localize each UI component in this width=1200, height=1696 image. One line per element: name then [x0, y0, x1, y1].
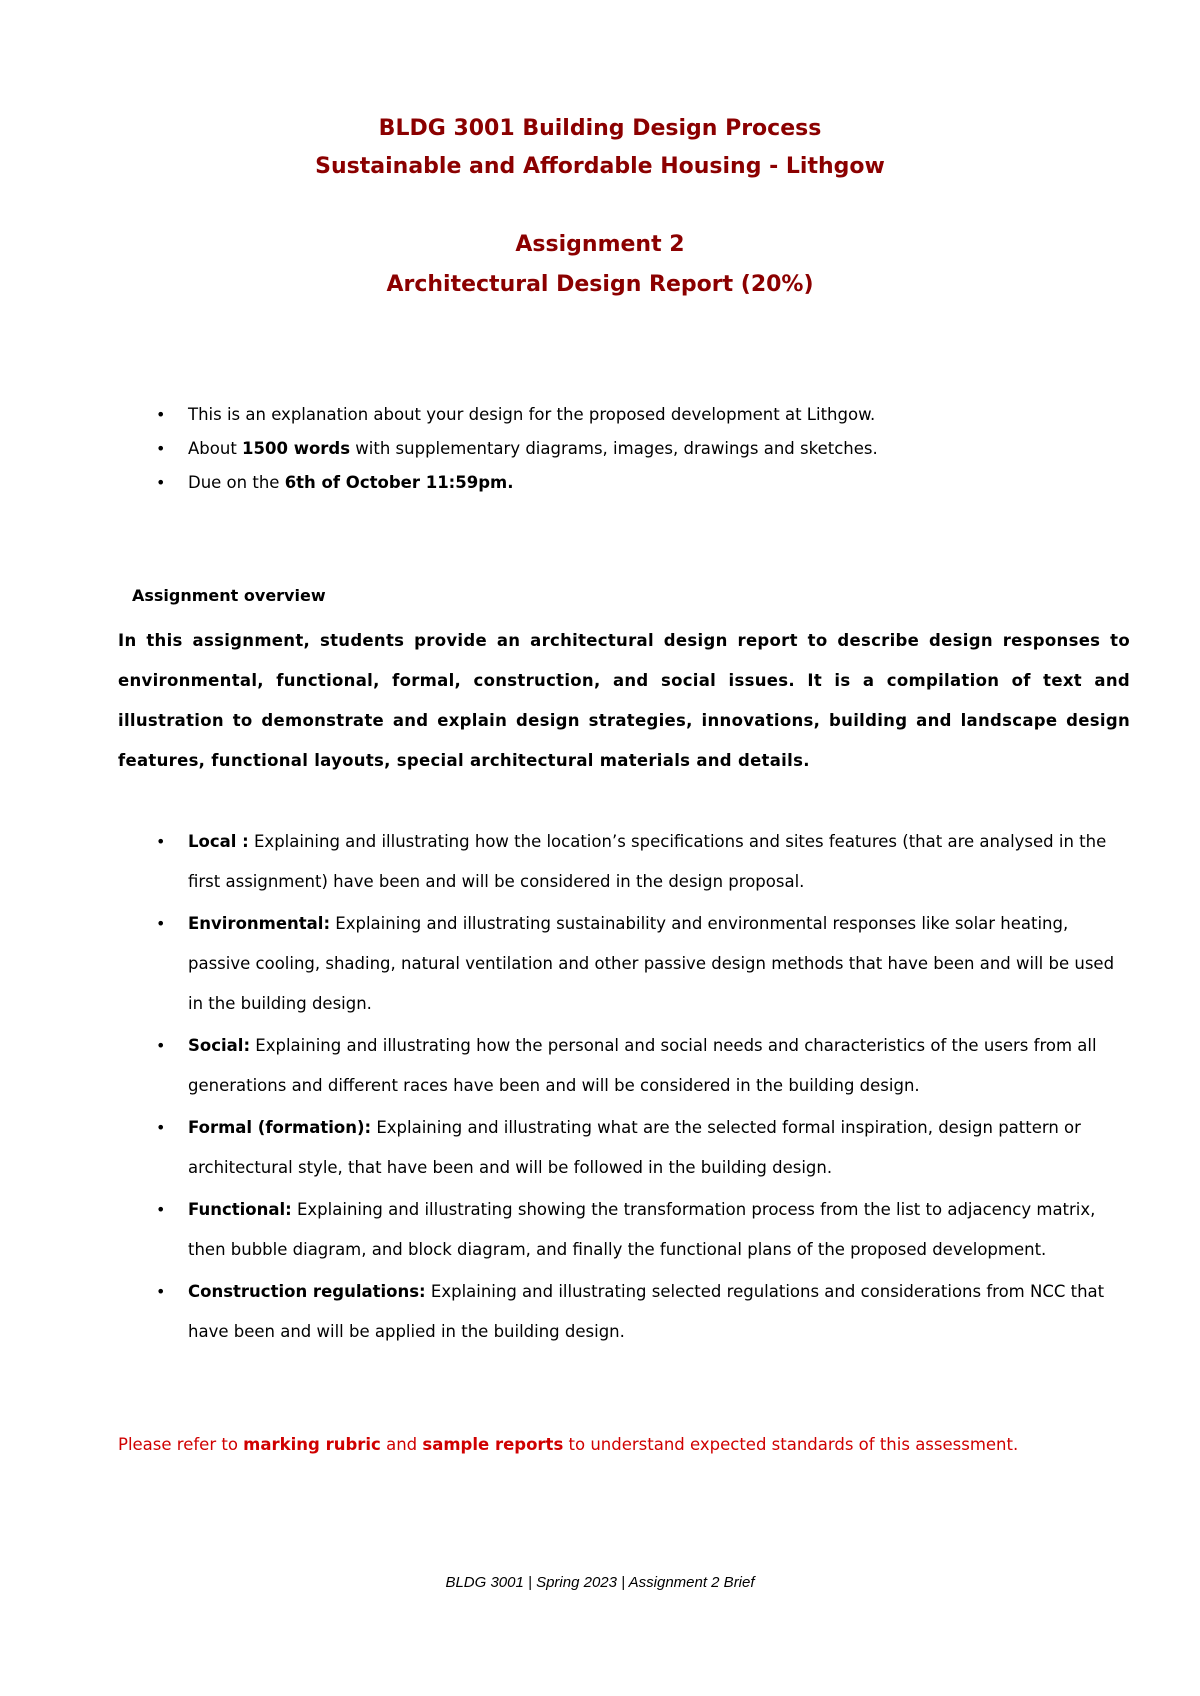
bullet-text: Explaining and illustrating sustainability and environmental responses like solar heating, passive cooling, shading, natural ventilation and other passive design methods that have been and will be used in the building design.	[188, 914, 1115, 1013]
marking-rubric-reference: marking rubric	[243, 1435, 381, 1454]
list-item	[156, 466, 1116, 500]
bullet-text: Explaining and illustrating how the location’s specifications and sites features (that are analysed in the first assignment) have been and will be considered in the design proposal.	[188, 832, 1107, 891]
overview-paragraph: In this assignment, students provide an architectural design report to describe design responses to environmental, functional, formal, construction, and social issues. It is a compilation of text and illustration to demonstrate and explain design strategies, innovations, building and landscape design features, functional layouts, special architectural materials and details.	[118, 631, 1130, 770]
list-item	[156, 904, 1126, 1024]
due-date: 6th of October 11:59pm.	[284, 473, 514, 492]
overview-heading: Assignment overview	[132, 586, 326, 605]
bullet-icon: •	[156, 439, 166, 458]
detail-bullet-list	[156, 822, 1126, 1354]
bullet-text: Explaining and illustrating what are the selected formal inspiration, design pattern or architectural style, that have been and will be followed in the building design.	[188, 1118, 1081, 1177]
bullet-text: Explaining and illustrating showing the transformation process from the list to adjacency matrix, then bubble diagram, and block diagram, and finally the functional plans of the proposed development.	[188, 1200, 1096, 1259]
list-item	[156, 822, 1126, 902]
intro-item-text: This is an explanation about your design for the proposed development at Lithgow.	[188, 405, 876, 424]
intro-item-text: Due on the	[188, 473, 285, 492]
bullet-label: Environmental:	[188, 914, 331, 933]
note-text: to understand expected standards of this assessment.	[563, 1435, 1019, 1454]
intro-bullet-list	[156, 398, 1116, 500]
bullet-icon: •	[156, 914, 166, 933]
bullet-icon: •	[156, 1282, 166, 1301]
bullet-label: Social:	[188, 1036, 251, 1055]
bullet-icon: •	[156, 473, 166, 492]
bullet-icon: •	[156, 1200, 166, 1219]
page-footer: BLDG 3001 | Spring 2023 | Assignment 2 Brief	[445, 1574, 755, 1591]
rubric-note	[118, 1430, 1118, 1460]
report-title: Architectural Design Report (20%)	[386, 272, 814, 297]
bullet-icon: •	[156, 405, 166, 424]
bullet-icon: •	[156, 1118, 166, 1137]
list-item	[156, 1026, 1126, 1106]
bullet-label: Local :	[188, 832, 249, 851]
intro-item-text: About	[188, 439, 243, 458]
list-item	[156, 1190, 1126, 1270]
word-count: 1500 words	[242, 439, 351, 458]
list-item	[156, 432, 1116, 466]
assignment-title: Assignment 2	[515, 232, 685, 257]
bullet-icon: •	[156, 1036, 166, 1055]
note-text: Please refer to	[118, 1435, 244, 1454]
bullet-text: Explaining and illustrating selected regulations and considerations from NCC that have been and will be applied in the building design.	[188, 1282, 1105, 1341]
note-text: and	[380, 1435, 423, 1454]
bullet-icon: •	[156, 832, 166, 851]
intro-item-text: with supplementary diagrams, images, drawings and sketches.	[350, 439, 878, 458]
sample-reports-reference: sample reports	[422, 1435, 564, 1454]
bullet-label: Construction regulations:	[188, 1282, 426, 1301]
bullet-label: Functional:	[188, 1200, 292, 1219]
list-item	[156, 1108, 1126, 1188]
project-title: Sustainable and Affordable Housing - Lithgow	[315, 154, 885, 179]
list-item	[156, 1272, 1126, 1352]
list-item	[156, 398, 1116, 432]
bullet-label: Formal (formation):	[188, 1118, 372, 1137]
bullet-text: Explaining and illustrating how the personal and social needs and characteristics of the users from all generations and different races have been and will be considered in the building design.	[188, 1036, 1097, 1095]
course-title: BLDG 3001 Building Design Process	[378, 116, 822, 141]
